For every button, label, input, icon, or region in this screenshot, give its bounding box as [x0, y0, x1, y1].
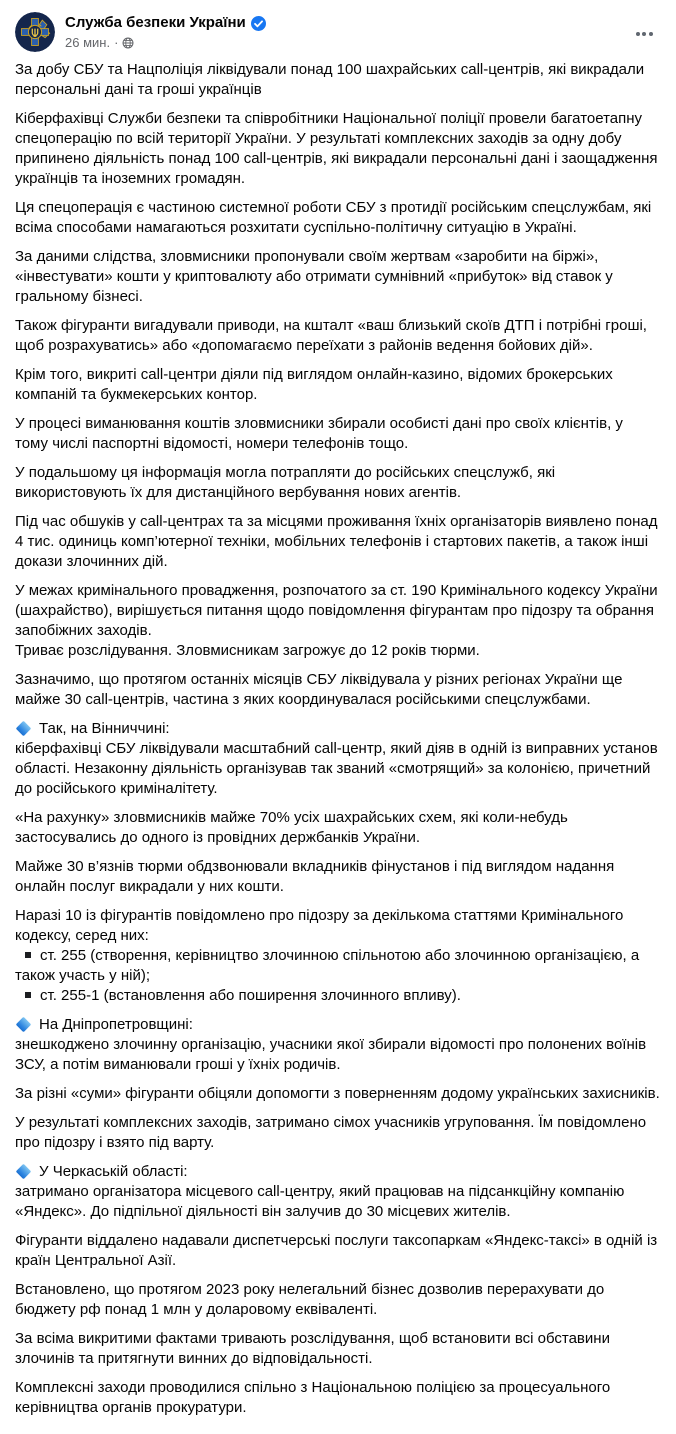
- square-bullet-icon: [25, 952, 31, 958]
- bullet-item-text: ст. 255 (створення, керівництво злочинною спільнотою або злочинною організацією, а також участь у ній);: [15, 947, 640, 984]
- post-paragraph: [15, 1084, 660, 1104]
- three-dots-icon: [636, 32, 640, 36]
- meta-separator: ·: [114, 35, 119, 50]
- post-paragraph: [15, 1113, 660, 1153]
- section-heading: На Дніпропетровщині:: [39, 1016, 193, 1033]
- sbu-emblem-icon: [15, 12, 55, 52]
- post-paragraph: [15, 463, 660, 503]
- avatar[interactable]: [15, 12, 55, 52]
- post-text-line: знешкоджено злочинну організацію, учасники якої збирали відомості про полонених воїнів ЗСУ, а потім виманювали гроші у їхніх родичів.: [15, 1036, 647, 1073]
- post-paragraph: [15, 247, 660, 307]
- post-text-line: Під час обшуків у call-центрах та за місцями проживання їхніх організаторів виявлено понад 4 тис. одиниць комп’ютерної техніки, мобільних телефонів і стартових пакетів, а також інші докази злочинних дій.: [15, 513, 658, 570]
- post-paragraph: [15, 365, 660, 405]
- post-text-line: У результаті комплексних заходів, затримано сімох учасників угруповання. Їм повідомлено про підозру і взято під варту.: [15, 1114, 647, 1151]
- bullet-item: [15, 986, 660, 1006]
- post-text-line: Комплексні заходи проводилися спільно з Національною поліцією за процесуального керівництва органів прокуратури.: [15, 1379, 611, 1416]
- post-paragraph: [15, 1378, 660, 1418]
- section-heading: Так, на Вінниччині:: [39, 720, 170, 737]
- post-text-line: «На рахунку» зловмисників майже 70% усіх шахрайських схем, які коли-небудь застосувались до одного із провідних держбанків України.: [15, 809, 568, 846]
- post-paragraph: [15, 60, 660, 100]
- post-paragraph: [15, 1162, 660, 1222]
- post-header-text: [65, 12, 628, 51]
- section-heading: У Черкаській області:: [39, 1163, 188, 1180]
- post-paragraph: [15, 1280, 660, 1320]
- post-paragraph: [15, 316, 660, 356]
- page-name-row: [65, 13, 628, 33]
- post-text-line: За різні «суми» фігуранти обіцяли допомогти з поверненням додому українських захисників.: [15, 1085, 660, 1102]
- blue-diamond-icon: [16, 721, 32, 737]
- post-paragraph: [15, 1015, 660, 1075]
- post-text-line: За всіма викритими фактами тривають розслідування, щоб встановити всі обставини злочинів та притягнути винних до відповідальності.: [15, 1330, 610, 1367]
- post-text-line: Фігуранти віддалено надавали диспетчерські послуги таксопаркам «Яндекс-таксі» в одній із країн Центральної Азії.: [15, 1232, 658, 1269]
- post-text-line: У подальшому ця інформація могла потрапляти до російських спецслужб, які використовують їх для дистанційного вербування нових агентів.: [15, 464, 556, 501]
- more-options-button[interactable]: [628, 18, 660, 50]
- post-paragraph: [15, 512, 660, 572]
- post-body: [0, 56, 676, 1434]
- post-paragraph: [15, 414, 660, 454]
- post-text-line: затримано організатора місцевого call-центру, який працював на підсанкційну компанію «Яндекс». До підпільної діяльності він залучив до 30 місцевих жителів.: [15, 1183, 625, 1220]
- post-text-line: Ця спецоперація є частиною системної роботи СБУ з протидії російським спецслужбам, які всіма способами намагаються розхитати суспільно-політичну ситуацію в Україні.: [15, 199, 652, 236]
- post-paragraph: [15, 857, 660, 897]
- bullet-item: [15, 946, 660, 986]
- verified-badge-icon: [251, 16, 266, 31]
- post-header: [0, 0, 676, 56]
- post-paragraph: [15, 198, 660, 238]
- square-bullet-icon: [25, 992, 31, 998]
- post-text-line: Також фігуранти вигадували приводи, на кшталт «ваш близький скоїв ДТП і потрібні гроші, щоб розрахуватись» або «допомагаємо переїхати з районів ведення бойових дій».: [15, 317, 647, 354]
- post-text-line: кіберфахівці СБУ ліквідували масштабний call-центр, який діяв в одній із виправних установ області. Незаконну діяльність організував так званий «смотрящий» за колонією, причетний до російського криміналітету.: [15, 740, 658, 797]
- post-text-line: Триває розслідування. Зловмисникам загрожує до 12 років тюрми.: [15, 642, 480, 659]
- post-paragraph: [15, 1231, 660, 1271]
- globe-icon: [122, 37, 134, 49]
- post-paragraph: [15, 670, 660, 710]
- post-paragraph: [15, 581, 660, 661]
- post-text-line: Встановлено, що протягом 2023 року нелегальний бізнес дозволив перерахувати до бюджету рф понад 1 млн у доларовому еквіваленті.: [15, 1281, 605, 1318]
- post-text-line: Зазначимо, що протягом останніх місяців СБУ ліквідувала у різних регіонах України ще майже 30 call-центрів, частина з яких координувалася російськими спецслужбами.: [15, 671, 623, 708]
- blue-diamond-icon: [16, 1164, 32, 1180]
- post-text-line: За добу СБУ та Нацполіція ліквідували понад 100 шахрайських call-центрів, які викрадали персональні дані та гроші українців: [15, 61, 645, 98]
- post-paragraph: [15, 906, 660, 1006]
- blue-diamond-icon: [16, 1017, 32, 1033]
- timestamp[interactable]: 26 мин.: [65, 35, 111, 50]
- section-heading-line: [15, 1015, 660, 1035]
- bullet-list-intro: Наразі 10 із фігурантів повідомлено про підозру за декількома статтями Кримінального кодексу, серед них:: [15, 907, 624, 944]
- bullet-item-text: ст. 255-1 (встановлення або поширення злочинного впливу).: [40, 987, 461, 1004]
- post-text-line: Майже 30 в’язнів тюрми обдзвонювали вкладників фінустанов і під виглядом надання онлайн послуг викрадали у них кошти.: [15, 858, 615, 895]
- post-paragraph: [15, 109, 660, 189]
- post-text-line: У межах кримінального провадження, розпочатого за ст. 190 Кримінального кодексу України (шахрайство), вирішується питання щодо повідомлення фігурантам про підозру та обрання запобіжних заходів.: [15, 582, 658, 639]
- post-meta-row: [65, 34, 628, 51]
- post-paragraph: [15, 1329, 660, 1369]
- post-paragraph: [15, 808, 660, 848]
- post-text-line: У процесі виманювання коштів зловмисники збирали особисті дані про своїх клієнтів, у тому числі паспортні відомості, номери телефонів тощо.: [15, 415, 623, 452]
- post-paragraph: [15, 719, 660, 799]
- section-heading-line: [15, 719, 660, 739]
- section-heading-line: [15, 1162, 660, 1182]
- post-text-line: За даними слідства, зловмисники пропонували своїм жертвам «заробити на біржі», «інвестувати» кошти у криптовалюту або отримати сумнівний «прибуток» від ставок у гральному бізнесі.: [15, 248, 613, 305]
- post-text-line: Крім того, викриті call-центри діяли під виглядом онлайн-казино, відомих брокерських компаній та букмекерських контор.: [15, 366, 613, 403]
- post-text-line: Кіберфахівці Служби безпеки та співробітники Національної поліції провели багатоетапну спецоперацію по всій території України. У результаті комплексних заходів за одну добу припинено діяльність понад 100 call-центрів, які викрадали персональні дані і заощадження українців та іноземних громадян.: [15, 110, 658, 187]
- page-name[interactable]: Служба безпеки України: [65, 14, 246, 31]
